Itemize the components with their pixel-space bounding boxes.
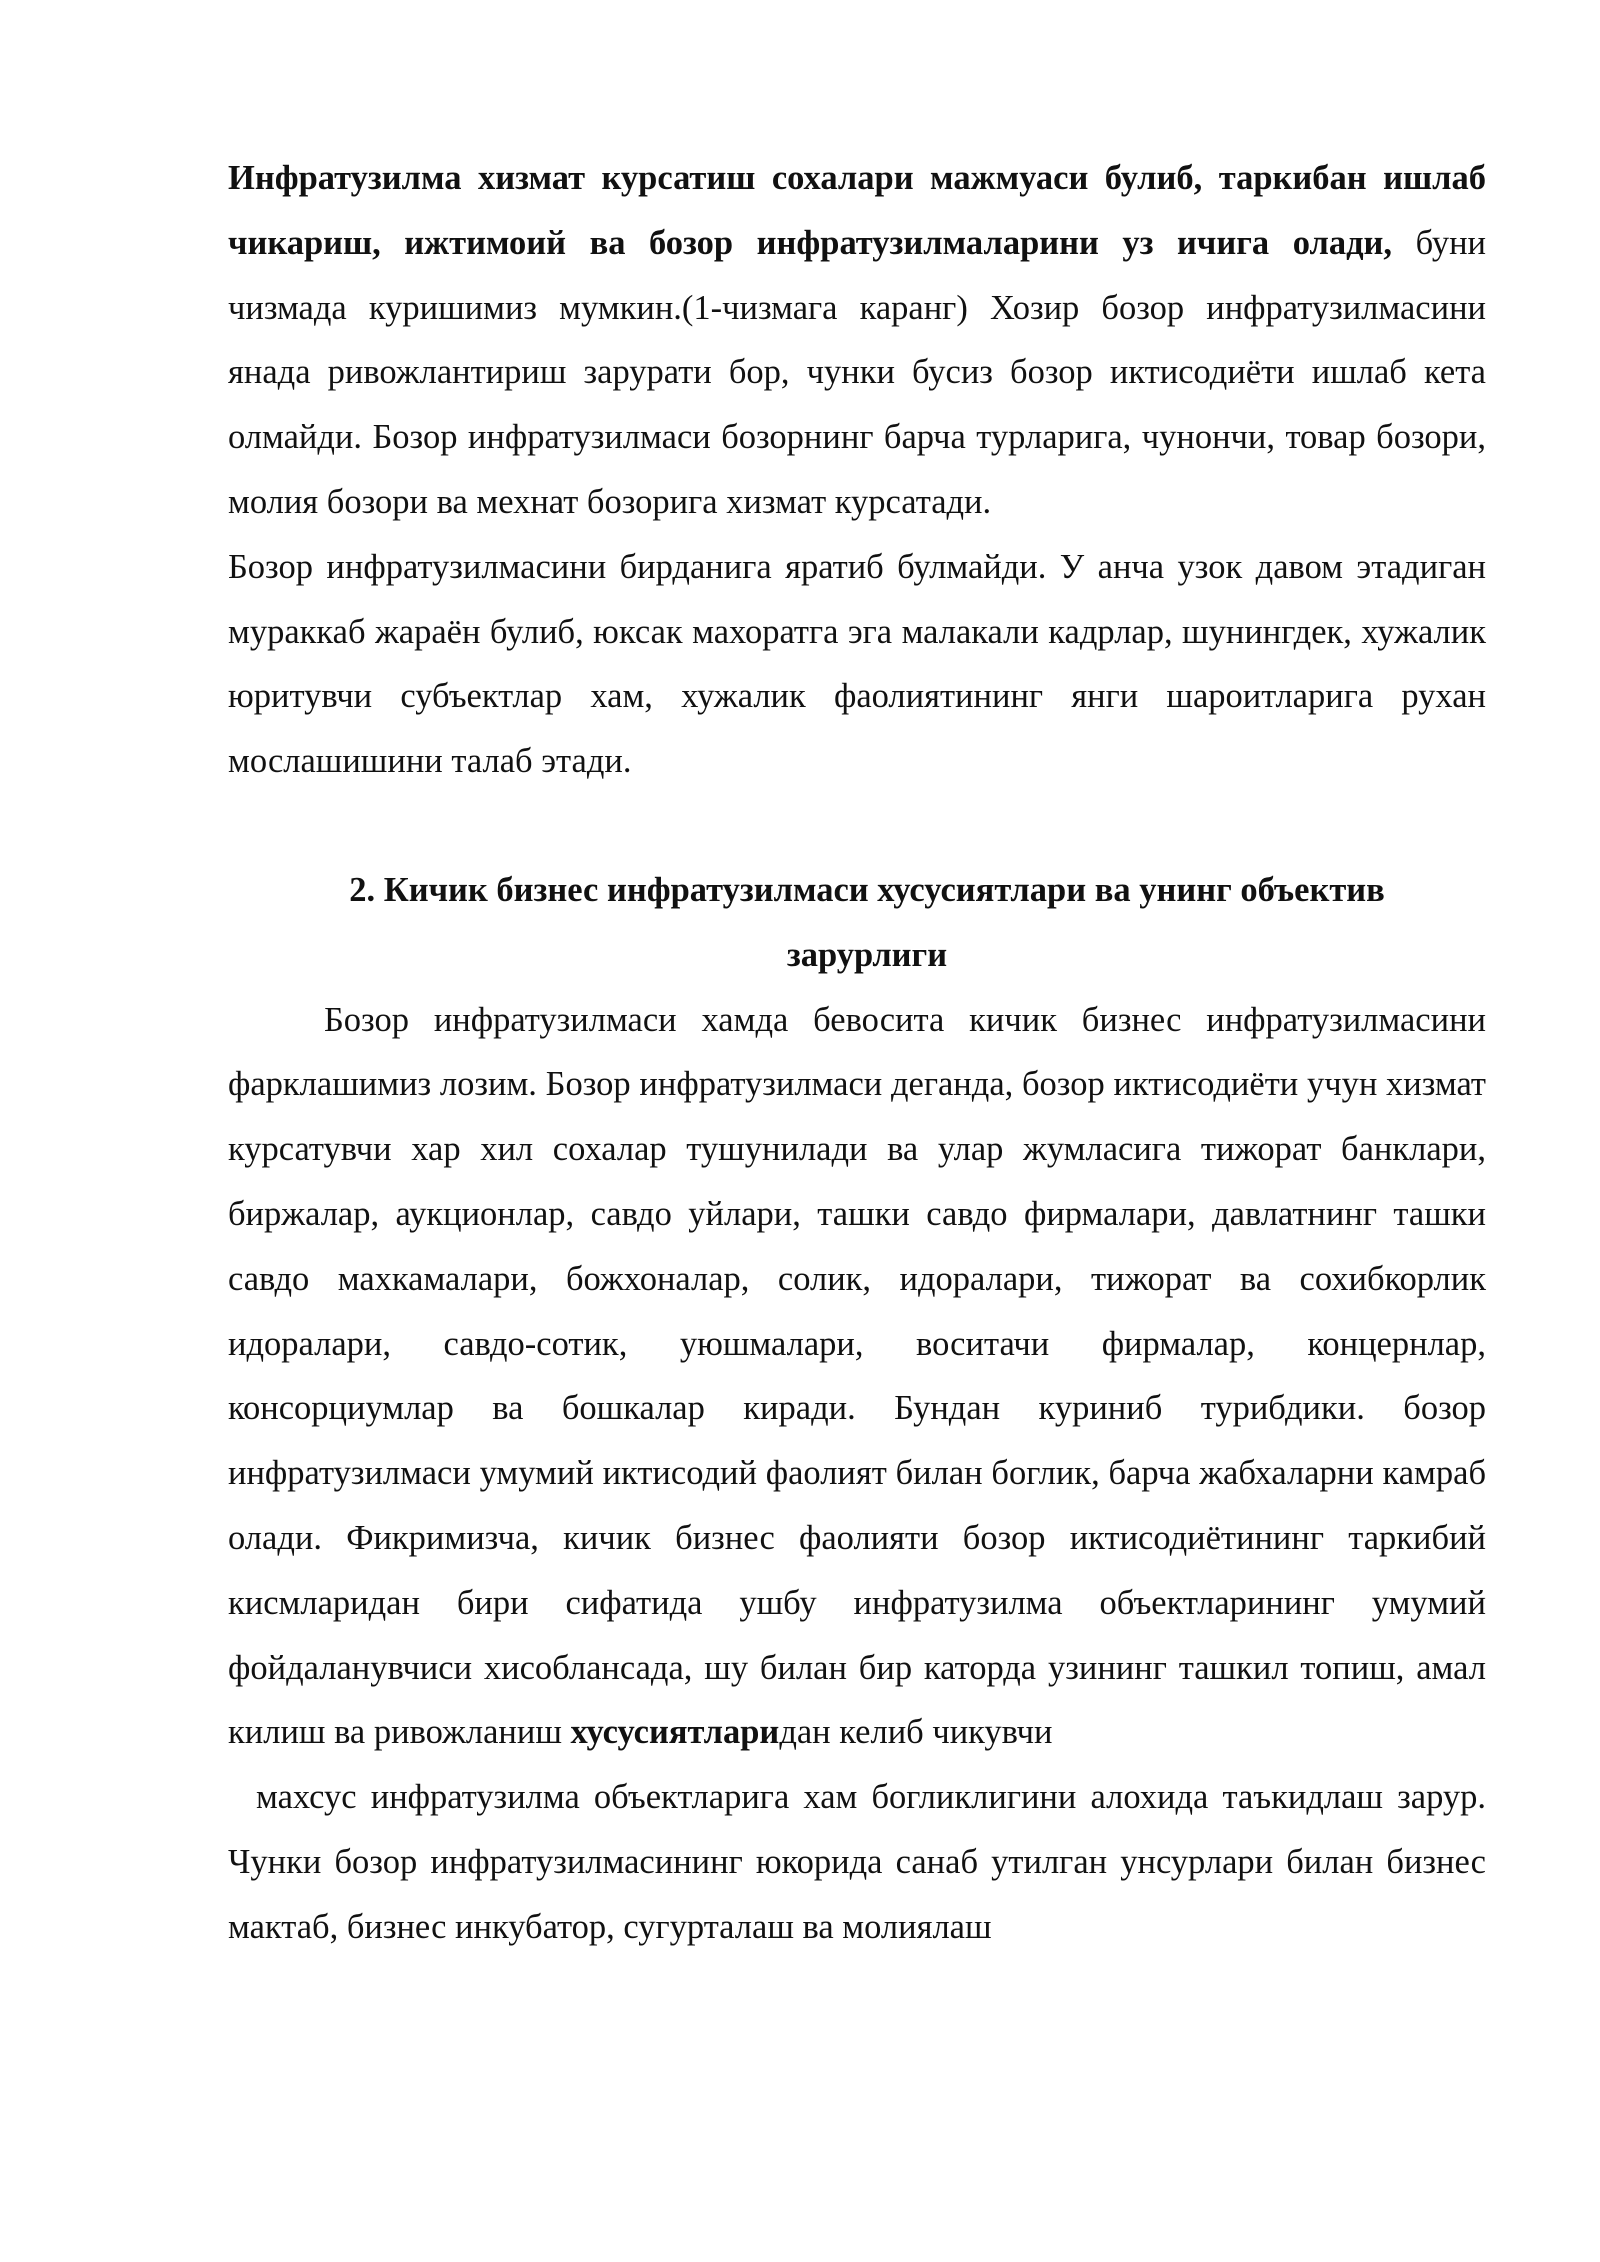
paragraph-3-text: Бозор инфратузилмаси хамда бевосита кичик бизнес инфратузилмасини фарклашимиз лозим. Бозор инфратузилмаси деганда, бозор иктисодиёти учун хизмат курсатувчи хар хил сохалар тушунилади ва улар жумласига тижорат банклари, биржалар, аукционлар, савдо уйлари, ташки савдо фирмалари, давлатнинг ташки савдо махкамалари, божхоналар, солик, идоралари, тижорат ва сохибкорлик идоралари, савдо-сотик, уюшмалари, воситачи фирмалар, концернлар, консорциумлар ва бошкалар киради. Бундан куриниб турибдики. бозор инфратузилмаси умумий иктисодий фаолият билан боглик, барча жабхаларни камраб олади. Фикримизча, кичик бизнес фаолияти бозор иктисодиётининг таркибий кисмларидан бири сифатида ушбу инфратузилма объектларининг умумий фойдаланувчиси хисоблансада, шу билан бир каторда узининг ташкил топиш, амал килиш ва ривожланиш <box>228 1000 1486 1752</box>
paragraph-1-bold-lead: Инфратузилма хизмат курсатиш сохалари мажмуаси булиб, таркибан ишлаб чикариш, ижтимоий ва бозор инфратузилмаларини уз ичига олади, <box>228 159 1486 262</box>
paragraph-4: махсус инфратузилма объектларига хам богликлигини алохида таъкидлаш зарур. Чунки бозор инфратузилмасининг юкорида санаб утилган унсурлари билан бизнес мактаб, бизнес инкубатор, сугурталаш ва молиялаш <box>228 1778 1486 1946</box>
paragraph-3 <box>228 988 1486 1766</box>
paragraph-3-bold-term: хусусиятлари <box>570 1713 780 1752</box>
section-heading-line-1: 2. Кичик бизнес инфратузилмаси хусусиятлари ва унинг объектив <box>349 870 1385 909</box>
paragraph-2: Бозор инфратузилмасини бирданига яратиб булмайди. У анча узок давом этадиган мураккаб жараён булиб, юксак махоратга эга малакали кадрлар, шунингдек, хужалик юритувчи субъектлар хам, хужалик фаолиятининг янги шароитларига рухан мослашишини талаб этади. <box>228 547 1486 781</box>
document-body <box>228 146 1486 1960</box>
paragraph-1-text: буни чизмада куришимиз мумкин.(1-чизмага каранг) Хозир бозор инфратузилмасини янада ривожлантириш зарурати бор, чунки бусиз бозор иктисодиёти ишлаб кета олмайди. Бозор инфратузилмаси бозорнинг барча турларига, чунончи, товар бозори, молия бозори ва мехнат бозорига хизмат курсатади. <box>228 223 1486 521</box>
paragraph-1 <box>228 146 1486 535</box>
section-heading-line-2: зарурлиги <box>786 935 948 974</box>
section-heading <box>228 858 1486 988</box>
paragraph-3-tail: дан келиб чикувчи <box>779 1713 1053 1752</box>
